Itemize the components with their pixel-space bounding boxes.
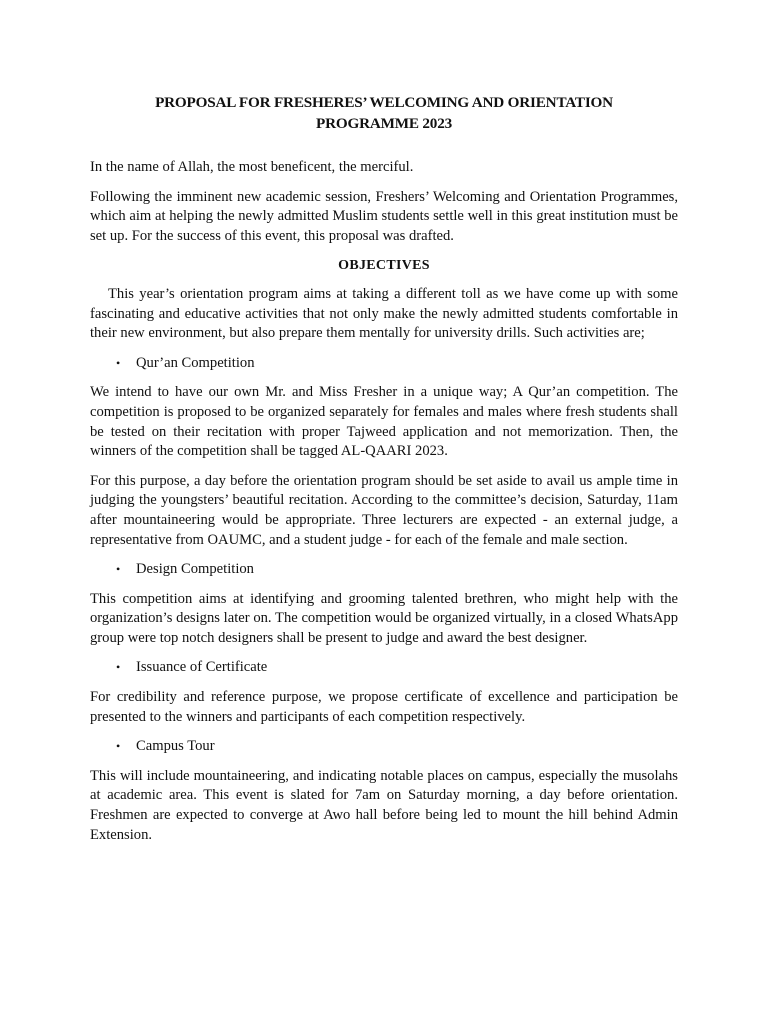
bullet-label: Issuance of Certificate <box>136 659 268 676</box>
bullet-quran-competition <box>90 354 678 374</box>
bullet-label: Campus Tour <box>136 738 215 755</box>
objectives-heading: OBJECTIVES <box>338 258 430 274</box>
document-page <box>90 92 678 855</box>
certificate-paragraph: For credibility and reference purpose, we propose certificate of excellence and participation be presented to the winners and participants of each competition respectively. <box>90 689 678 725</box>
bullet-campus-tour <box>90 737 678 757</box>
bullet-icon: • <box>116 562 121 577</box>
quran-paragraph-2: For this purpose, a day before the orientation program should be set aside to avail us ample time in judging the youngsters’ beautiful recitation. According to the committee’s decision, Saturday, 11am after mountaineering would be appropriate. Three lecturers are expected - an external judge, a representative from OAUMC, and a student judge - for each of the female and male section. <box>90 472 678 548</box>
document-title <box>90 92 678 134</box>
bullet-icon: • <box>116 660 121 675</box>
objectives-paragraph: This year’s orientation program aims at taking a different toll as we have come up with some fascinating and educative activities that not only make the newly admitted students comfortable in their new environment, but also prepare them mentally for university drills. Such activities are; <box>90 285 678 342</box>
bullet-label: Design Competition <box>136 561 254 578</box>
document-title-line-1: PROPOSAL FOR FRESHERES’ WELCOMING AND ORIENTATION <box>155 94 613 111</box>
campus-tour-paragraph: This will include mountaineering, and indicating notable places on campus, especially the musolahs at academic area. This event is slated for 7am on Saturday morning, a day before orientation. Freshmen are expected to converge at Awo hall before being led to mount the hill behind Admin Extension. <box>90 767 678 843</box>
design-paragraph: This competition aims at identifying and grooming talented brethren, who might help with the organization’s designs later on. The competition would be organized virtually, in a closed WhatsApp group were top notch designers shall be present to judge and award the best designer. <box>90 590 678 646</box>
bullet-design-competition <box>90 560 678 580</box>
opening-line: In the name of Allah, the most beneficent, the merciful. <box>90 159 414 175</box>
bullet-issuance-of-certificate <box>90 658 678 678</box>
document-title-line-2: PROGRAMME 2023 <box>316 115 452 132</box>
intro-paragraph: Following the imminent new academic session, Freshers’ Welcoming and Orientation Programmes, which aim at helping the newly admitted Muslim students settle well in this great institution must be set up. For the success of this event, this proposal was drafted. <box>90 188 678 244</box>
bullet-icon: • <box>116 739 121 754</box>
bullet-label: Qur’an Competition <box>136 354 255 371</box>
quran-paragraph-1: We intend to have our own Mr. and Miss Fresher in a unique way; A Qur’an competition. The competition is proposed to be organized separately for females and males where fresh students shall be tested on their recitation with proper Tajweed application and not memorization. Then, the winners of the competition shall be tagged AL-QAARI 2023. <box>90 384 678 460</box>
bullet-icon: • <box>116 355 121 370</box>
